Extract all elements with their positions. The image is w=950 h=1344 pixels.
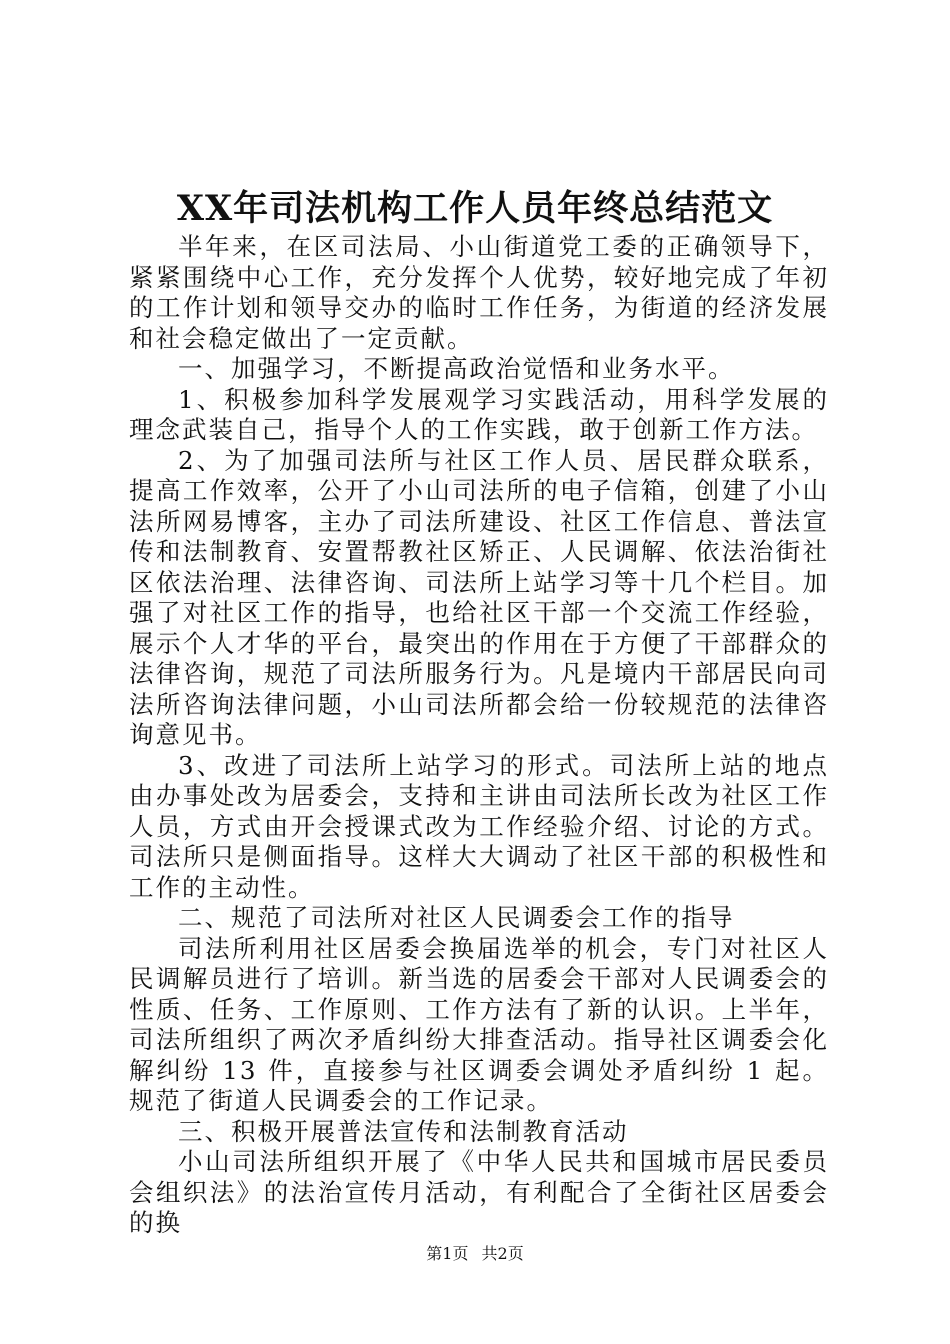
paragraph-item-1: 1、积极参加科学发展观学习实践活动，用科学发展的理念武装自己，指导个人的工作实践，敢于创新工作方法。 xyxy=(129,384,829,444)
section-heading-1: 一、加强学习，不断提高政治觉悟和业务水平。 xyxy=(178,354,735,383)
paragraph-mediation: 司法所利用社区居委会换届选举的机会，专门对社区人民调解员进行了培训。新当选的居委会干部对人民调委会的性质、任务、工作原则、工作方法有了新的认识。上半年，司法所组织了两次矛盾纠纷大排查活动。指导社区调委会化解纠纷 13 件，直接参与社区调委会调处矛盾纠纷 1 起。规范了街道人民调委会的工作记录。 xyxy=(129,933,829,1115)
page-number: 第1页 xyxy=(426,1244,469,1263)
document-title: XX年司法机构工作人员年终总结范文 xyxy=(176,188,774,229)
paragraph-publicity: 小山司法所组织开展了《中华人民共和国城市居民委员会组织法》的法治宣传月活动，有利配合了全街社区居委会的换 xyxy=(129,1147,829,1237)
section-heading-2: 二、规范了司法所对社区人民调委会工作的指导 xyxy=(178,903,735,932)
page-footer xyxy=(0,1243,950,1265)
page-total: 共2页 xyxy=(481,1244,524,1263)
section-heading-3: 三、积极开展普法宣传和法制教育活动 xyxy=(178,1116,629,1146)
paragraph-item-3: 3、改进了司法所上站学习的形式。司法所上站的地点由办事处改为居委会，支持和主讲由司法所长改为社区工作人员，方式由开会授课式改为工作经验介绍、讨论的方式。司法所只是侧面指导。这样大大调动了社区干部的积极性和工作的主动性。 xyxy=(129,750,829,902)
paragraph-item-2: 2、为了加强司法所与社区工作人员、居民群众联系，提高工作效率，公开了小山司法所的电子信箱，创建了小山法所网易博客，主办了司法所建设、社区工作信息、普法宣传和法制教育、安置帮教社区矫正、人民调解、依法治街社区依法治理、法律咨询、司法所上站学习等十几个栏目。加强了对社区工作的指导，也给社区干部一个交流工作经验，展示个人才华的平台，最突出的作用在于方便了干部群众的法律咨询，规范了司法所服务行为。凡是境内干部居民向司法所咨询法律问题，小山司法所都会给一份较规范的法律咨询意见书。 xyxy=(129,445,829,749)
paragraph-intro: 半年来，在区司法局、小山街道党工委的正确领导下，紧紧围绕中心工作，充分发挥个人优势，较好地完成了年初的工作计划和领导交办的临时工作任务，为街道的经济发展和社会稳定做出了一定贡献。 xyxy=(129,232,829,353)
document-body xyxy=(129,232,829,1239)
